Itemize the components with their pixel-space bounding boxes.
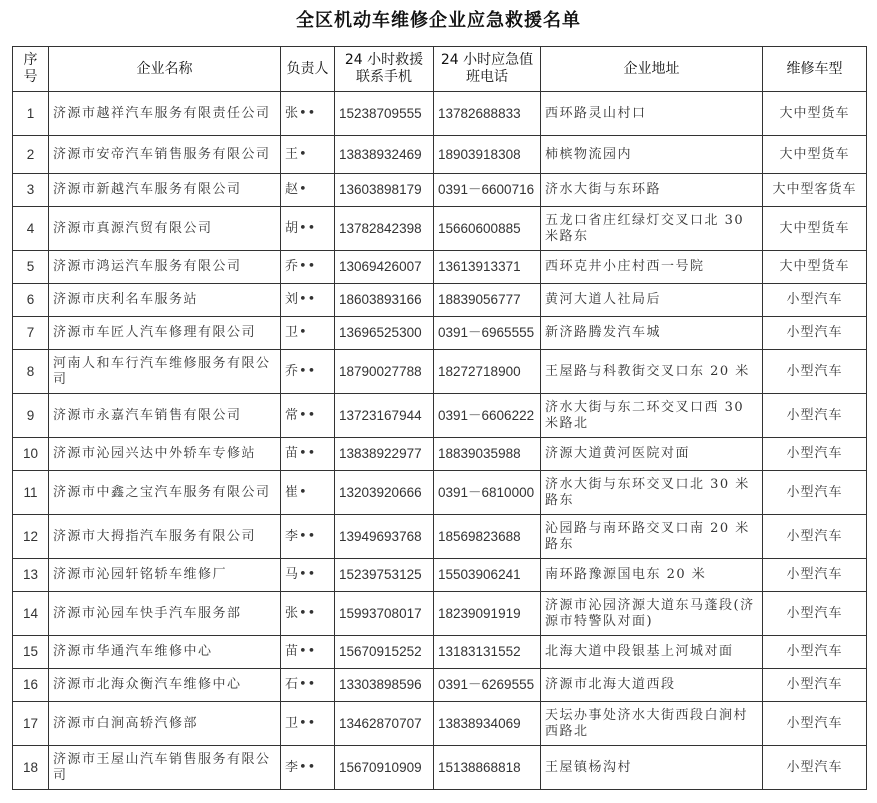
address-cell: 济源大道黄河医院对面 — [541, 438, 763, 471]
company-cell: 济源市北海众衡汽车维修中心 — [49, 669, 281, 702]
table-row — [13, 471, 867, 515]
mobile-cell: 13696525300 — [335, 317, 434, 350]
address-cell: 西环克井小庄村西一号院 — [541, 251, 763, 284]
mobile-cell: 13838932469 — [335, 136, 434, 174]
table-row — [13, 746, 867, 790]
vehicle-type-cell: 大中型货车 — [763, 207, 867, 251]
seq-cell: 11 — [13, 471, 49, 515]
person-cell: 张•• — [281, 92, 335, 136]
vehicle-type-cell: 小型汽车 — [763, 592, 867, 636]
table-row — [13, 394, 867, 438]
address-cell: 南环路豫源国电东 20 米 — [541, 559, 763, 592]
person-cell: 马•• — [281, 559, 335, 592]
seq-cell: 2 — [13, 136, 49, 174]
vehicle-type-cell: 小型汽车 — [763, 636, 867, 669]
header-company: 企业名称 — [49, 47, 281, 92]
address-cell: 济水大街与东二环交叉口西 30 米路北 — [541, 394, 763, 438]
company-cell: 济源市沁园车快手汽车服务部 — [49, 592, 281, 636]
person-cell: 乔•• — [281, 251, 335, 284]
mobile-cell: 15993708017 — [335, 592, 434, 636]
address-cell: 济源市沁园济源大道东马蓬段(济源市特警队对面) — [541, 592, 763, 636]
seq-cell: 13 — [13, 559, 49, 592]
address-cell: 柿槟物流园内 — [541, 136, 763, 174]
header-vehicle-type: 维修车型 — [763, 47, 867, 92]
vehicle-type-cell: 小型汽车 — [763, 746, 867, 790]
mobile-cell: 15239753125 — [335, 559, 434, 592]
seq-cell: 6 — [13, 284, 49, 317]
mobile-cell: 13949693768 — [335, 515, 434, 559]
company-cell: 济源市鸿运汽车服务有限公司 — [49, 251, 281, 284]
duty-phone-cell: 13782688833 — [434, 92, 541, 136]
company-cell: 济源市大拇指汽车服务有限公司 — [49, 515, 281, 559]
document-title: 全区机动车维修企业应急救援名单 — [296, 10, 581, 31]
duty-phone-cell: 15138868818 — [434, 746, 541, 790]
company-cell: 济源市新越汽车服务有限公司 — [49, 174, 281, 207]
table-row — [13, 92, 867, 136]
seq-cell: 14 — [13, 592, 49, 636]
company-cell: 济源市沁园轩铭轿车维修厂 — [49, 559, 281, 592]
company-cell: 济源市越祥汽车服务有限责任公司 — [49, 92, 281, 136]
header-mobile: 24 小时救援联系手机 — [335, 47, 434, 92]
company-cell: 济源市王屋山汽车销售服务有限公司 — [49, 746, 281, 790]
seq-cell: 1 — [13, 92, 49, 136]
table-row — [13, 669, 867, 702]
seq-cell: 15 — [13, 636, 49, 669]
table-row — [13, 251, 867, 284]
company-cell: 济源市永嘉汽车销售有限公司 — [49, 394, 281, 438]
person-cell: 常•• — [281, 394, 335, 438]
mobile-cell: 13723167944 — [335, 394, 434, 438]
address-cell: 沁园路与南环路交叉口南 20 米路东 — [541, 515, 763, 559]
seq-cell: 9 — [13, 394, 49, 438]
mobile-cell: 18790027788 — [335, 350, 434, 394]
person-cell: 崔• — [281, 471, 335, 515]
table-row — [13, 317, 867, 350]
seq-cell: 7 — [13, 317, 49, 350]
duty-phone-cell: 18839035988 — [434, 438, 541, 471]
duty-phone-cell: 0391－6606222 — [434, 394, 541, 438]
duty-phone-cell: 13613913371 — [434, 251, 541, 284]
table-row — [13, 207, 867, 251]
mobile-cell: 13069426007 — [335, 251, 434, 284]
table-row — [13, 515, 867, 559]
company-cell: 济源市中鑫之宝汽车服务有限公司 — [49, 471, 281, 515]
seq-cell: 3 — [13, 174, 49, 207]
address-cell: 天坛办事处济水大街西段白涧村西路北 — [541, 702, 763, 746]
table-row — [13, 350, 867, 394]
address-cell: 新济路腾发汽车城 — [541, 317, 763, 350]
vehicle-type-cell: 小型汽车 — [763, 284, 867, 317]
seq-cell: 10 — [13, 438, 49, 471]
mobile-cell: 15670915252 — [335, 636, 434, 669]
address-cell: 西环路灵山村口 — [541, 92, 763, 136]
person-cell: 刘•• — [281, 284, 335, 317]
duty-phone-cell: 15660600885 — [434, 207, 541, 251]
company-cell: 济源市车匠人汽车修理有限公司 — [49, 317, 281, 350]
mobile-cell: 13603898179 — [335, 174, 434, 207]
company-cell: 济源市白涧高轿汽修部 — [49, 702, 281, 746]
company-cell: 济源市庆利名车服务站 — [49, 284, 281, 317]
mobile-cell: 13462870707 — [335, 702, 434, 746]
header-address: 企业地址 — [541, 47, 763, 92]
vehicle-type-cell: 小型汽车 — [763, 702, 867, 746]
company-cell: 济源市安帝汽车销售服务有限公司 — [49, 136, 281, 174]
person-cell: 王• — [281, 136, 335, 174]
duty-phone-cell: 0391－6600716 — [434, 174, 541, 207]
company-cell: 济源市华通汽车维修中心 — [49, 636, 281, 669]
table-row — [13, 592, 867, 636]
seq-cell: 16 — [13, 669, 49, 702]
address-cell: 济水大街与东环路 — [541, 174, 763, 207]
company-cell: 济源市沁园兴达中外轿车专修站 — [49, 438, 281, 471]
rescue-roster-table — [12, 46, 867, 790]
vehicle-type-cell: 小型汽车 — [763, 394, 867, 438]
table-header-row — [13, 47, 867, 92]
duty-phone-cell: 13838934069 — [434, 702, 541, 746]
table-row — [13, 438, 867, 471]
person-cell: 卫• — [281, 317, 335, 350]
mobile-cell: 13782842398 — [335, 207, 434, 251]
header-duty-phone: 24 小时应急值班电话 — [434, 47, 541, 92]
person-cell: 石•• — [281, 669, 335, 702]
mobile-cell: 13303898596 — [335, 669, 434, 702]
address-cell: 王屋路与科教街交叉口东 20 米 — [541, 350, 763, 394]
mobile-cell: 13838922977 — [335, 438, 434, 471]
mobile-cell: 18603893166 — [335, 284, 434, 317]
mobile-cell: 15238709555 — [335, 92, 434, 136]
seq-cell: 4 — [13, 207, 49, 251]
company-cell: 河南人和车行汽车维修服务有限公司 — [49, 350, 281, 394]
duty-phone-cell: 18569823688 — [434, 515, 541, 559]
person-cell: 李•• — [281, 746, 335, 790]
header-person: 负责人 — [281, 47, 335, 92]
duty-phone-cell: 0391－6810000 — [434, 471, 541, 515]
seq-cell: 12 — [13, 515, 49, 559]
table-row — [13, 636, 867, 669]
duty-phone-cell: 18903918308 — [434, 136, 541, 174]
duty-phone-cell: 18239091919 — [434, 592, 541, 636]
address-cell: 济水大街与东环交叉口北 30 米路东 — [541, 471, 763, 515]
table-row — [13, 702, 867, 746]
seq-cell: 5 — [13, 251, 49, 284]
vehicle-type-cell: 大中型货车 — [763, 92, 867, 136]
vehicle-type-cell: 小型汽车 — [763, 559, 867, 592]
person-cell: 苗•• — [281, 438, 335, 471]
vehicle-type-cell: 小型汽车 — [763, 515, 867, 559]
person-cell: 乔•• — [281, 350, 335, 394]
person-cell: 张•• — [281, 592, 335, 636]
person-cell: 李•• — [281, 515, 335, 559]
seq-cell: 18 — [13, 746, 49, 790]
seq-cell: 17 — [13, 702, 49, 746]
table-body — [13, 92, 867, 790]
duty-phone-cell: 18839056777 — [434, 284, 541, 317]
mobile-cell: 15670910909 — [335, 746, 434, 790]
vehicle-type-cell: 大中型客货车 — [763, 174, 867, 207]
address-cell: 王屋镇杨沟村 — [541, 746, 763, 790]
table-row — [13, 559, 867, 592]
address-cell: 济源市北海大道西段 — [541, 669, 763, 702]
duty-phone-cell: 18272718900 — [434, 350, 541, 394]
table-row — [13, 136, 867, 174]
table-row — [13, 174, 867, 207]
person-cell: 胡•• — [281, 207, 335, 251]
vehicle-type-cell: 小型汽车 — [763, 438, 867, 471]
person-cell: 苗•• — [281, 636, 335, 669]
person-cell: 赵• — [281, 174, 335, 207]
duty-phone-cell: 13183131552 — [434, 636, 541, 669]
vehicle-type-cell: 小型汽车 — [763, 350, 867, 394]
header-seq: 序号 — [13, 47, 49, 92]
duty-phone-cell: 15503906241 — [434, 559, 541, 592]
seq-cell: 8 — [13, 350, 49, 394]
person-cell: 卫•• — [281, 702, 335, 746]
vehicle-type-cell: 大中型货车 — [763, 251, 867, 284]
mobile-cell: 13203920666 — [335, 471, 434, 515]
duty-phone-cell: 0391－6965555 — [434, 317, 541, 350]
vehicle-type-cell: 小型汽车 — [763, 471, 867, 515]
address-cell: 北海大道中段银基上河城对面 — [541, 636, 763, 669]
address-cell: 五龙口省庄红绿灯交叉口北 30 米路东 — [541, 207, 763, 251]
vehicle-type-cell: 大中型货车 — [763, 136, 867, 174]
duty-phone-cell: 0391－6269555 — [434, 669, 541, 702]
company-cell: 济源市真源汽贸有限公司 — [49, 207, 281, 251]
vehicle-type-cell: 小型汽车 — [763, 669, 867, 702]
vehicle-type-cell: 小型汽车 — [763, 317, 867, 350]
table-row — [13, 284, 867, 317]
address-cell: 黄河大道人社局后 — [541, 284, 763, 317]
